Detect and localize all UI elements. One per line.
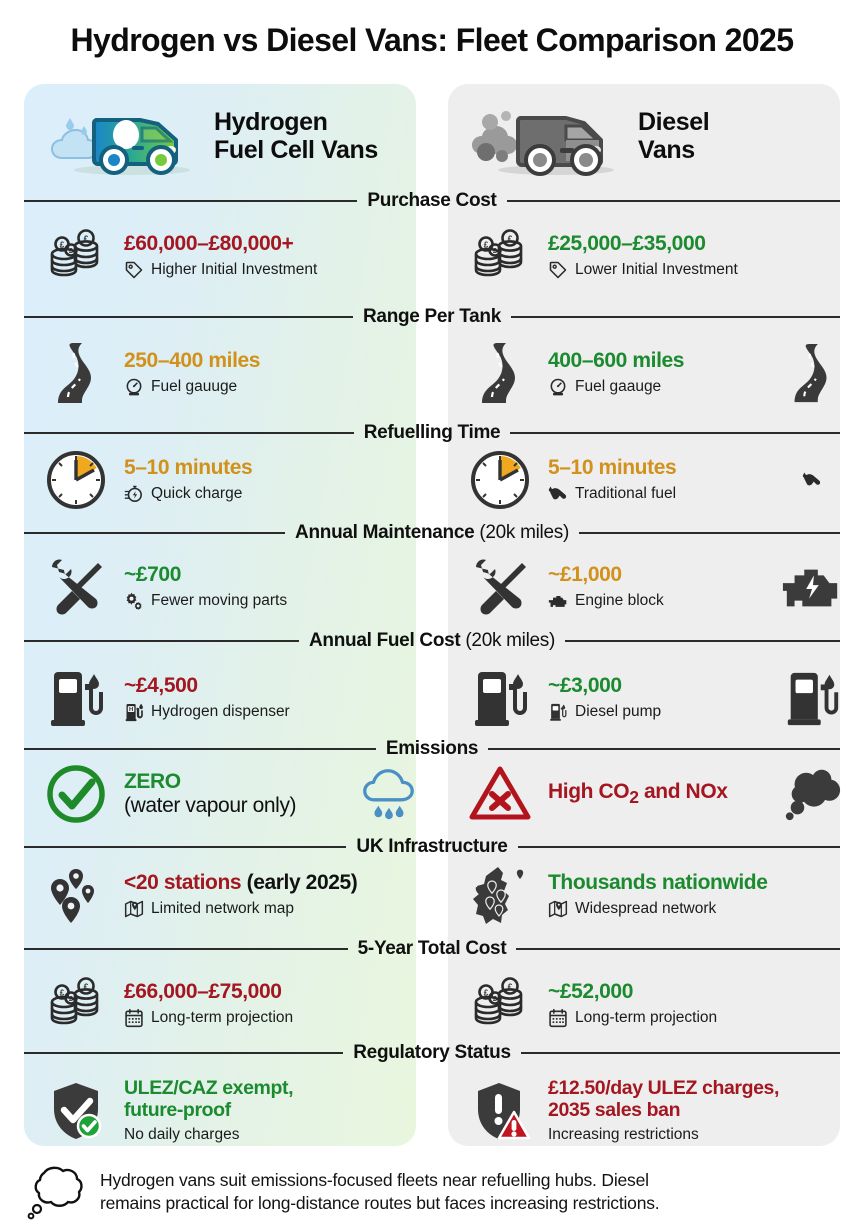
section-rule-left [24, 200, 357, 202]
diesel-sublabel [548, 1126, 844, 1144]
diesel-row-8 [464, 965, 844, 1043]
section-rule-right [507, 200, 840, 202]
thought-bubble-icon [24, 1163, 86, 1221]
section-header-5 [24, 630, 840, 652]
winding-road-icon [40, 337, 112, 409]
hydrogen-value: ~£700 [124, 563, 181, 587]
hydrogen-value: <20 stations (early 2025) [124, 871, 358, 895]
diesel-row-text [548, 456, 768, 504]
smoke-cloud-icon-secondary [780, 762, 844, 826]
shield-check-icon [40, 1075, 112, 1147]
section-header-8 [24, 938, 840, 960]
section-header-label: Annual Maintenance (20k miles) [295, 522, 569, 543]
diesel-row-text [548, 563, 768, 611]
diesel-row-text [548, 232, 844, 280]
winding-road-icon-secondary [780, 341, 844, 405]
diesel-sublabel [548, 702, 768, 722]
hydrogen-sublabel [124, 377, 420, 397]
section-header-2 [24, 306, 840, 328]
fuel-pump-icon [548, 702, 568, 722]
footer-summary [24, 1163, 840, 1221]
hydrogen-row-text [124, 980, 420, 1028]
section-header-9 [24, 1042, 840, 1064]
shield-alert-icon [464, 1075, 536, 1147]
hydrogen-value: ~£4,500 [124, 674, 198, 698]
diesel-sublabel-text: Traditional fuel [575, 484, 677, 502]
section-header-4 [24, 522, 840, 544]
coin-stacks-icon [464, 968, 536, 1040]
hydrogen-value: ZERO [124, 770, 181, 794]
hydrogen-sublabel-text: Fewer moving parts [151, 591, 288, 609]
section-header-label: Regulatory Status [353, 1042, 511, 1063]
diesel-value: 400–600 miles [548, 349, 685, 373]
hydrogen-row-text [124, 674, 420, 722]
diesel-value: 5–10 minutes [548, 456, 677, 480]
diesel-row-4 [464, 550, 844, 624]
diesel-name-line1: Diesel [638, 107, 710, 136]
footer-line2: remains practical for long-distance routes but faces increasing restrictions. [100, 1193, 660, 1213]
diesel-value-line2: 2035 sales ban [548, 1099, 681, 1122]
hydrogen-row-5 [40, 660, 420, 736]
svg-text:£: £ [83, 234, 89, 244]
hydrogen-sublabel [124, 899, 420, 919]
diesel-sublabel-text: Long-term projection [575, 1008, 718, 1026]
calendar-icon [124, 1008, 144, 1028]
coin-stacks-icon [40, 220, 112, 292]
diesel-sublabel-text: Widespread network [575, 899, 717, 917]
hydrogen-name-line1: Hydrogen [214, 107, 328, 136]
hydrogen-row-text [124, 456, 420, 504]
diesel-value: ~£52,000 [548, 980, 633, 1004]
section-header-label: Purchase Cost [367, 190, 497, 211]
hydrogen-sublabel-text: Hydrogen dispenser [151, 702, 290, 720]
diesel-sublabel [548, 899, 844, 919]
hydrogen-row-text [124, 232, 420, 280]
footer-text [100, 1169, 659, 1215]
gauge-icon [124, 377, 144, 397]
section-rule-right [521, 1052, 840, 1054]
hydrogen-row-8 [40, 965, 420, 1043]
hydrogen-value-note: (water vapour only) [124, 794, 297, 817]
diesel-row-9 [464, 1070, 844, 1152]
hydrogen-value: 250–400 miles [124, 349, 261, 373]
hydrogen-value: 5–10 minutes [124, 456, 253, 480]
fuel-pump-icon-secondary [780, 666, 844, 730]
diesel-row-text [548, 674, 768, 722]
fuel-pump-icon [40, 662, 112, 734]
engine-icon [548, 591, 568, 611]
svg-text:£: £ [83, 982, 89, 992]
wrench-screwdriver-icon [40, 551, 112, 623]
section-header-7 [24, 836, 840, 858]
hydrogen-value: £66,000–£75,000 [124, 980, 282, 1004]
section-rule-right [565, 640, 840, 642]
hydrogen-row-text [124, 349, 420, 397]
section-header-label: UK Infrastructure [356, 836, 508, 857]
diesel-value: ~£3,000 [548, 674, 622, 698]
hydrogen-row-text [124, 871, 420, 919]
clock-icon [464, 444, 536, 516]
svg-text:£: £ [59, 240, 65, 250]
section-rule-left [24, 316, 353, 318]
calendar-icon [548, 1008, 568, 1028]
section-rule-left [24, 1052, 343, 1054]
diesel-sublabel-text: Diesel pump [575, 702, 662, 720]
section-rule-right [488, 748, 840, 750]
section-rule-right [510, 432, 840, 434]
coin-stacks-icon [464, 220, 536, 292]
svg-text:£: £ [69, 996, 73, 1003]
check-circle-icon [40, 758, 112, 830]
fuel-nozzle-icon-secondary [780, 448, 844, 512]
diesel-sublabel [548, 260, 844, 280]
section-rule-left [24, 640, 299, 642]
footer-line1: Hydrogen vans suit emissions-focused fleets near refuelling hubs. Diesel [100, 1170, 649, 1191]
hydrogen-sublabel [124, 1008, 420, 1028]
diesel-value: High $CO_2$ and NOx [548, 780, 728, 808]
hydrogen-row-9 [40, 1070, 420, 1152]
hydrogen-row-6 [40, 755, 420, 833]
folded-map-pin-icon [548, 899, 568, 919]
hydrogen-row-1 [40, 215, 420, 297]
section-header-label: 5-Year Total Cost [357, 938, 507, 959]
diesel-row-2 [464, 330, 844, 416]
wrench-screwdriver-icon [464, 551, 536, 623]
svg-text:£: £ [483, 988, 489, 998]
map-pins-cluster-icon [40, 859, 112, 931]
section-header-label: Refuelling Time [363, 422, 501, 443]
section-rule-right [579, 532, 840, 534]
diesel-row-text [548, 349, 768, 397]
hydrogen-sublabel [124, 484, 420, 504]
coin-stacks-icon [40, 968, 112, 1040]
diesel-sublabel-text: Fuel gaauge [575, 377, 662, 395]
diesel-row-6 [464, 755, 844, 833]
diesel-value: Thousands nationwide [548, 871, 768, 895]
section-header-label: Emissions [385, 738, 479, 759]
section-header-1 [24, 190, 840, 212]
hydrogen-row-text [124, 770, 344, 817]
uk-map-pins-icon [464, 859, 536, 931]
hydrogen-row-4 [40, 550, 420, 624]
diesel-row-text [548, 1078, 844, 1143]
hydrogen-row-7 [40, 860, 420, 930]
hydrogen-sublabel [124, 591, 420, 611]
section-rule-right [518, 846, 840, 848]
price-tag-icon [548, 260, 568, 280]
winding-road-icon [464, 337, 536, 409]
diesel-sublabel-text: Lower Initial Investment [575, 260, 738, 278]
page-title: Hydrogen vs Diesel Vans: Fleet Comparison 2025 [70, 22, 794, 58]
gears-icon [124, 591, 144, 611]
hydrogen-name-line2: Fuel Cell Vans [214, 136, 378, 164]
section-rule-left [24, 846, 346, 848]
warning-triangle-x-icon [464, 758, 536, 830]
diesel-value: £12.50/day ULEZ charges, [548, 1077, 780, 1100]
hydrogen-sublabel [124, 702, 420, 722]
hydrogen-sublabel-text: Fuel gauuge [151, 377, 238, 395]
svg-text:£: £ [59, 988, 65, 998]
hydrogen-value: £60,000–£80,000+ [124, 232, 294, 256]
hydrogen-row-text [124, 563, 420, 611]
clock-icon [40, 444, 112, 516]
hydrogen-value-line2: future-proof [124, 1099, 231, 1122]
section-header-label: Range Per Tank [363, 306, 501, 327]
diesel-value: ~£1,000 [548, 563, 622, 587]
hydrogen-row-3 [40, 440, 420, 520]
diesel-sublabel-text: Engine block [575, 591, 664, 609]
rain-cloud-icon-secondary [356, 762, 420, 826]
stopwatch-bolt-icon [124, 484, 144, 504]
diesel-sublabel [548, 484, 768, 504]
diesel-row-text [548, 871, 844, 919]
svg-text:H: H [128, 706, 134, 713]
diesel-sublabel [548, 1008, 844, 1028]
engine-bolt-icon-secondary [780, 555, 844, 619]
diesel-row-text [548, 980, 844, 1028]
diesel-sublabel-text: Increasing restrictions [548, 1125, 699, 1143]
svg-text:£: £ [483, 240, 489, 250]
svg-text:£: £ [507, 234, 513, 244]
hydrogen-sublabel-text: Long-term projection [151, 1008, 294, 1026]
section-header-label: Annual Fuel Cost (20k miles) [309, 630, 556, 651]
diesel-row-7 [464, 860, 844, 930]
hydrogen-row-2 [40, 330, 420, 416]
section-rule-left [24, 532, 285, 534]
diesel-name-line2: Vans [638, 136, 695, 164]
section-rule-left [24, 748, 376, 750]
diesel-row-3 [464, 440, 844, 520]
svg-text:£: £ [507, 982, 513, 992]
fuel-nozzle-icon [548, 484, 568, 504]
hydrogen-sublabel-text: No daily charges [124, 1125, 240, 1143]
section-rule-right [516, 948, 840, 950]
section-rule-left [24, 432, 354, 434]
folded-map-pin-icon [124, 899, 144, 919]
hydrogen-sublabel [124, 260, 420, 280]
hydrogen-value: ULEZ/CAZ exempt, [124, 1077, 294, 1100]
diesel-row-1 [464, 215, 844, 297]
hydrogen-sublabel-text: Quick charge [151, 484, 243, 502]
diesel-sublabel [548, 377, 768, 397]
price-tag-icon [124, 260, 144, 280]
diesel-sublabel [548, 591, 768, 611]
svg-text:£: £ [69, 248, 73, 255]
fuel-pump-icon [464, 662, 536, 734]
diesel-row-5 [464, 660, 844, 736]
svg-text:£: £ [493, 248, 497, 255]
hydrogen-sublabel-text: Higher Initial Investment [151, 260, 318, 278]
gauge-icon [548, 377, 568, 397]
hydrogen-sublabel [124, 1126, 420, 1144]
section-rule-right [511, 316, 840, 318]
svg-text:£: £ [493, 996, 497, 1003]
diesel-row-text [548, 780, 768, 808]
hydrogen-pump-icon [124, 702, 144, 722]
hydrogen-sublabel-text: Limited network map [151, 899, 295, 917]
diesel-value: £25,000–£35,000 [548, 232, 706, 256]
section-rule-left [24, 948, 348, 950]
hydrogen-row-text [124, 1078, 420, 1143]
